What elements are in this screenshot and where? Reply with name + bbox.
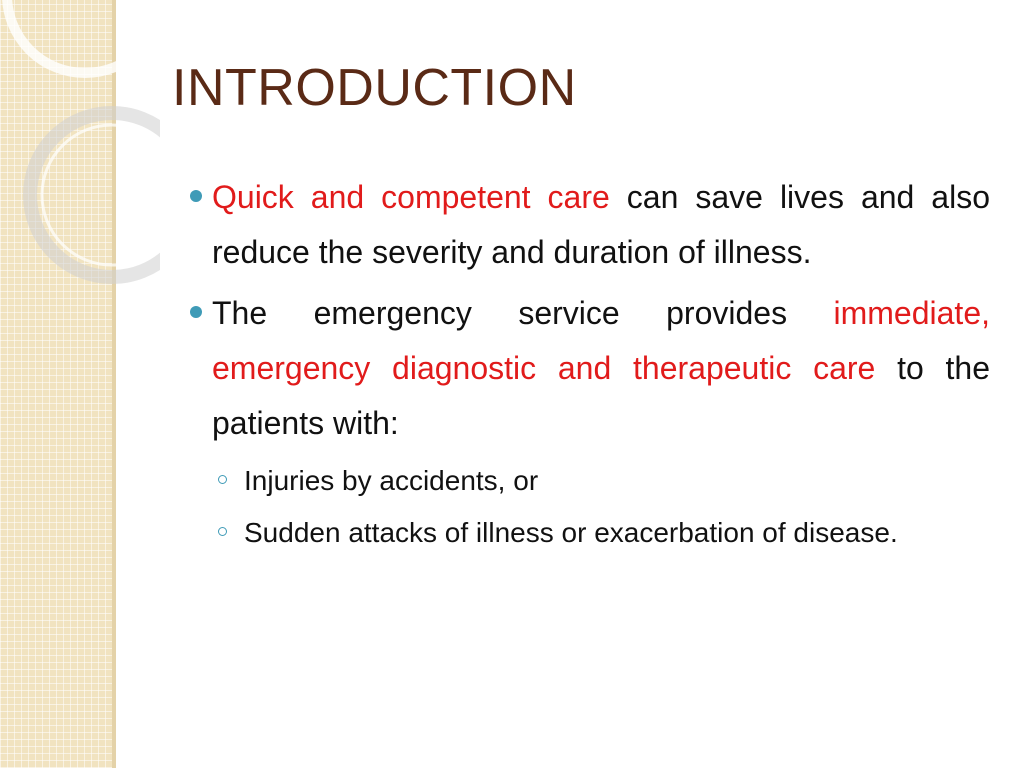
sub-bullet-circle-icon [218, 527, 227, 536]
sub-bullet-text: Injuries by accidents, or [244, 465, 539, 496]
sub-bullet-item [188, 457, 990, 505]
bullet-dot-icon [190, 306, 202, 318]
bullet-item [188, 286, 990, 451]
bullet-text: The emergency service provides [212, 295, 834, 331]
bullet-dot-icon [190, 190, 202, 202]
bullet-list [188, 170, 990, 557]
slide-title: INTRODUCTION [172, 59, 577, 117]
sub-bullet-circle-icon [218, 475, 227, 484]
sub-bullet-item [188, 509, 990, 557]
highlight-text: immediate, emergency diagnostic and therapeutic care [212, 295, 990, 386]
sub-bullet-text: Sudden attacks of illness or exacerbation of disease. [244, 517, 898, 548]
bullet-item [188, 170, 990, 280]
bullet-text: can save lives and also reduce the severity and duration of illness. [212, 179, 991, 270]
highlight-text: Quick and competent care [212, 179, 610, 215]
decorative-rings [0, 0, 160, 300]
bullet-text: to the patients with: [212, 350, 991, 441]
